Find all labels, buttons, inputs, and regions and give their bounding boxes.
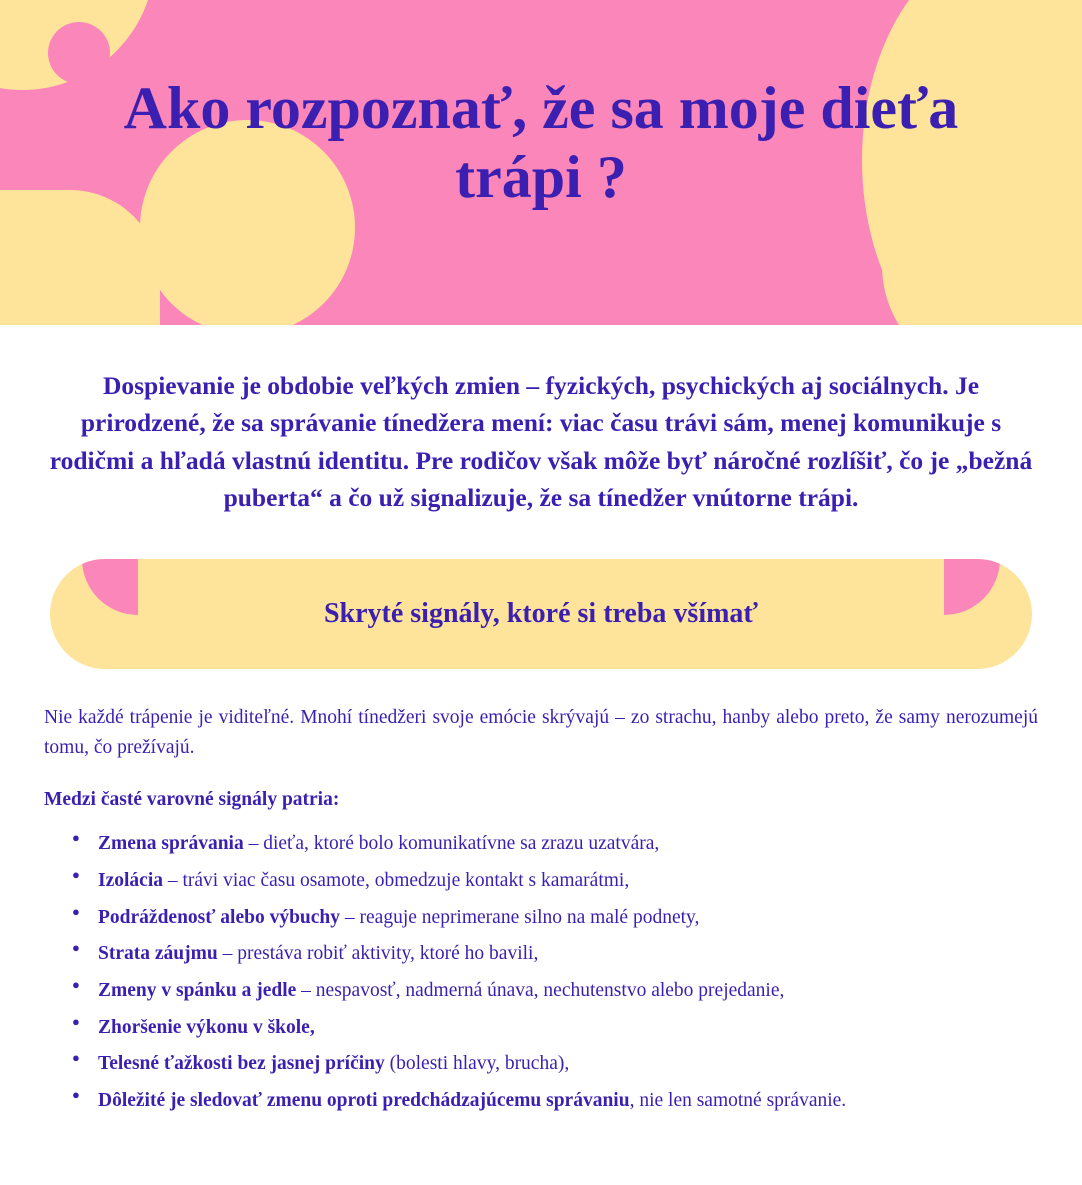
list-item-description: – trávi viac času osamote, obmedzuje kontakt s kamarátmi, [162,870,630,891]
list-item-term: Dôležité je sledovať zmenu oproti predchádzajúcemu správaniu [98,1089,630,1111]
list-item-description: (bolesti hlavy, brucha), [384,1053,570,1075]
list-item [72,1049,1038,1079]
list-item-term: Telesné ťažkosti bez jasnej príčiny [98,1053,385,1075]
list-item [72,976,1038,1006]
list-item [72,939,1038,969]
list-item-term: Izolácia [98,870,163,891]
body-paragraph: Nie každé trápenie je viditeľné. Mnohí tínedžeri svoje emócie skrývajú – zo strachu, hanby alebo preto, že samy nerozumejú tomu, čo prežívajú. [44,706,1038,759]
list-item [72,903,1038,933]
signals-list [44,829,1038,1115]
list-item [72,866,1038,896]
list-item-term: Strata záujmu [98,943,218,965]
list-item [72,1086,1038,1116]
list-item-description: – reaguje neprimerane silno na malé podnety, [340,906,700,928]
list-item-term: Zmena správania [98,833,244,855]
content-body [44,703,1038,1115]
list-item-description: – prestáva robiť aktivity, ktoré ho bavili, [217,943,539,965]
list-item-term: Zhoršenie výkonu v škole, [98,1016,315,1038]
list-item-description: – dieťa, ktoré bolo komunikatívne sa zrazu uzatvára, [243,833,660,855]
banner-label: Skryté signály, ktoré si treba všímať [323,597,759,629]
list-item [72,829,1038,859]
list-item-term: Podráždenosť alebo výbuchy [98,906,341,928]
hero-banner [0,0,1082,325]
list-item-term: Zmeny v spánku a jedle [98,979,297,1001]
signals-lead: Medzi časté varovné signály patria: [44,789,340,811]
list-item-description: , nie len samotné správanie. [629,1089,847,1111]
intro-paragraph: Dospievanie je obdobie veľkých zmien – fyzických, psychických aj sociálnych. Je prirodzené, že sa správanie tínedžera mení: viac času trávi sám, menej komunikuje s rodičmi a hľadá vlastnú identitu. Pre rodičov však môže byť náročné rozlíšiť, čo je „bežná puberta“ a čo už signalizuje, že sa tínedžer vnútorne trápi. [49,371,1033,513]
section-banner [50,559,1032,669]
page-title: Ako rozpoznať, že sa moje dieťa trápi ? [123,75,959,211]
list-item [72,1013,1038,1043]
list-item-description: – nespavosť, nadmerná únava, nechutenstvo alebo prejedanie, [296,979,785,1001]
